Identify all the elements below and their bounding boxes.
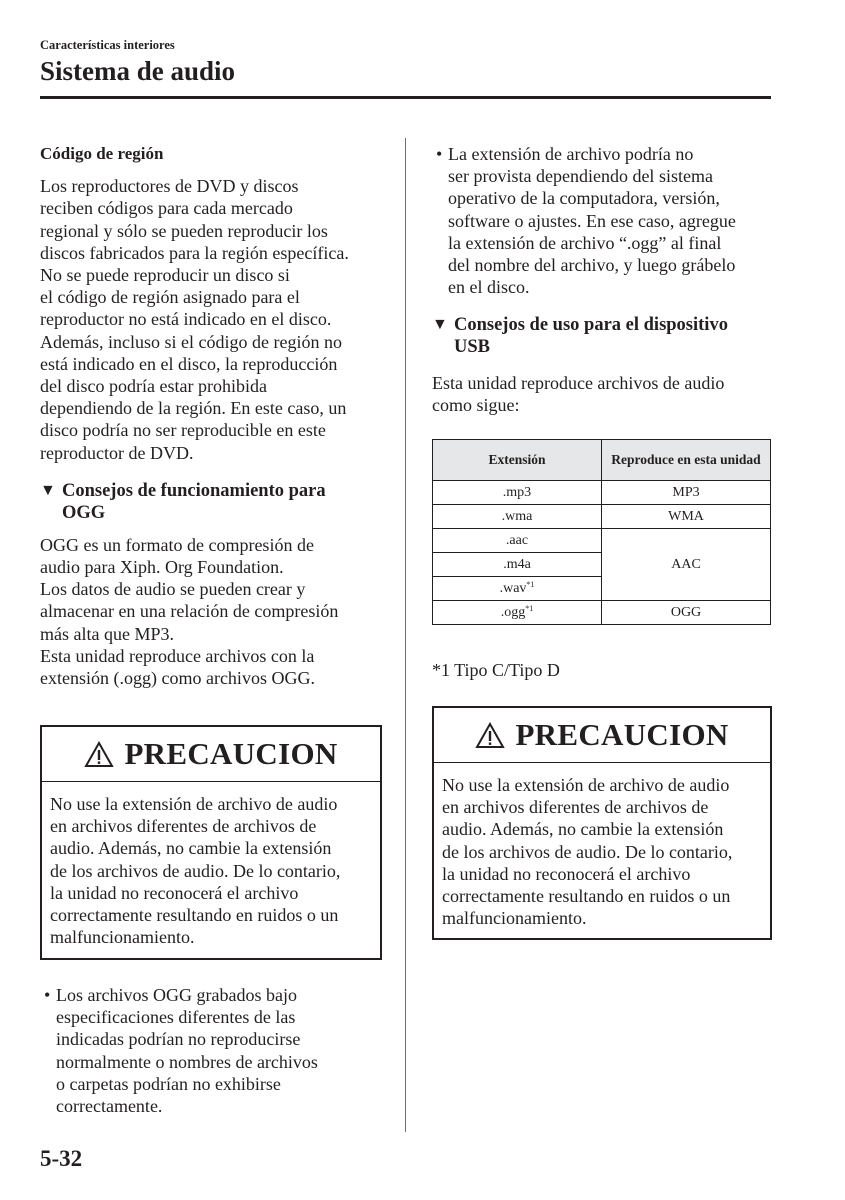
- text-line: malfuncionamiento.: [442, 908, 587, 929]
- caution-header: [42, 727, 380, 782]
- text-line: Los datos de audio se pueden crear y: [40, 579, 306, 600]
- heading-line: Consejos de funcionamiento para: [62, 480, 326, 501]
- warning-triangle-icon: [84, 741, 114, 768]
- footnote-marker: *1: [525, 604, 534, 613]
- table-cell: [433, 529, 602, 553]
- table-footnote: *1 Tipo C/Tipo D: [432, 660, 560, 680]
- text-line: ser provista dependiendo del sistema: [448, 166, 713, 187]
- table-cell: [433, 553, 602, 577]
- text-line: Además, incluso si el código de región no: [40, 331, 342, 352]
- text-line: reciben códigos para cada mercado: [40, 198, 293, 219]
- text-line: No use la extensión de archivo de audio: [50, 794, 338, 814]
- table-header-row: [433, 440, 771, 481]
- text-line: más alta que MP3.: [40, 623, 174, 644]
- table-cell: MP3: [602, 481, 771, 505]
- column-header: Extensión: [433, 440, 602, 481]
- caution-box: [40, 725, 382, 960]
- text-line: correctamente resultando en ruidos o un: [50, 905, 339, 926]
- section-label: Características interiores: [40, 38, 175, 52]
- triangle-down-icon: ▼: [40, 481, 56, 499]
- text-line: audio. Además, no cambie la extensión: [442, 819, 724, 840]
- text-line: No use la extensión de archivo de audio: [442, 775, 730, 795]
- triangle-down-icon: ▼: [432, 316, 448, 333]
- page-title: Sistema de audio: [40, 56, 236, 86]
- text-line: operativo de la computadora, versión,: [448, 188, 720, 209]
- caution-title: PRECAUCION: [124, 736, 338, 771]
- caution-text: [42, 782, 380, 958]
- caution-header: [434, 708, 770, 763]
- table-cell: [433, 505, 602, 529]
- text-line: Esta unidad reproduce archivos con la: [40, 645, 315, 666]
- left-column: [40, 143, 385, 689]
- text-line: Los reproductores de DVD y discos: [40, 176, 299, 197]
- text-line: almacenar en una relación de compresión: [40, 601, 339, 622]
- text-line: regional y sólo se pueden reproducir los: [40, 220, 328, 241]
- heading-line: Consejos de uso para el dispositivo: [454, 315, 728, 335]
- caution-title: PRECAUCION: [515, 717, 729, 752]
- text-line: extensión (.ogg) como archivos OGG.: [40, 668, 315, 689]
- column-divider: [405, 138, 406, 1132]
- cell-text: .mp3: [502, 484, 532, 500]
- text-line: malfuncionamiento.: [50, 927, 195, 948]
- text-line: audio. Además, no cambie la extensión: [50, 838, 332, 859]
- text-line: como sigue:: [432, 395, 520, 416]
- table-cell: [433, 601, 602, 625]
- region-code-heading: Código de región: [40, 144, 164, 163]
- text-line: disco podría no ser reproducible en este: [40, 420, 326, 441]
- table-row: [433, 505, 771, 529]
- text-line: La extensión de archivo podría no: [448, 144, 694, 164]
- text-line: correctamente.: [56, 1096, 163, 1117]
- region-code-text: [40, 175, 385, 464]
- caution-text: [434, 763, 770, 939]
- cell-text: .wav: [499, 581, 527, 596]
- usb-intro: [432, 372, 777, 416]
- ogg-tips-heading: [40, 480, 385, 524]
- text-line: en archivos diferentes de archivos de: [442, 797, 709, 818]
- text-line: Los archivos OGG grabados bajo: [56, 985, 297, 1005]
- text-line: en el disco.: [448, 277, 530, 298]
- text-line: la unidad no reconocerá el archivo: [442, 863, 691, 884]
- cell-text: .aac: [505, 532, 529, 548]
- text-line: del disco podría estar prohibida: [40, 376, 267, 397]
- cell-text: .wma: [501, 508, 533, 524]
- column-header: Reproduce en esta unidad: [602, 440, 771, 481]
- heading-line: USB: [454, 337, 490, 357]
- caution-box: [432, 706, 772, 940]
- text-line: el código de región asignado para el: [40, 287, 300, 308]
- text-line: dependiendo de la región. En este caso, un: [40, 398, 347, 419]
- text-line: indicadas podrían no reproducirse: [56, 1029, 301, 1050]
- warning-triangle-icon: [475, 722, 505, 749]
- text-line: OGG es un formato de compresión de: [40, 534, 314, 555]
- table-cell: [433, 577, 602, 601]
- text-line: normalmente o nombres de archivos: [56, 1051, 318, 1072]
- text-line: de los archivos de audio. De lo contario,: [442, 841, 733, 862]
- text-line: No se puede reproducir un disco si: [40, 265, 290, 286]
- header-divider: [40, 96, 771, 99]
- usb-section: [432, 314, 777, 416]
- text-line: en archivos diferentes de archivos de: [50, 816, 317, 837]
- ogg-bullet-item: [40, 984, 385, 1117]
- text-line: correctamente resultando en ruidos o un: [442, 886, 731, 907]
- text-line: discos fabricados para la región específica.: [40, 242, 349, 263]
- table-cell: WMA: [602, 505, 771, 529]
- text-line: reproductor no está indicado en el disco.: [40, 309, 332, 330]
- usb-format-table: [432, 439, 771, 625]
- page-number: 5-32: [40, 1146, 83, 1171]
- table-row: [433, 481, 771, 505]
- text-line: de los archivos de audio. De lo contario,: [50, 860, 341, 881]
- extension-bullet-item: [432, 143, 777, 298]
- table-cell: OGG: [602, 601, 771, 625]
- ogg-text: [40, 534, 385, 689]
- text-line: la unidad no reconocerá el archivo: [50, 882, 299, 903]
- usb-tips-heading: [432, 314, 777, 358]
- table-cell: AAC: [602, 529, 771, 601]
- footnote-marker: *1: [526, 580, 535, 589]
- table-cell: [433, 481, 602, 505]
- cell-text: .ogg: [500, 605, 526, 620]
- bullet-icon: •: [44, 985, 51, 1005]
- text-line: reproductor de DVD.: [40, 442, 194, 463]
- table-row: [433, 601, 771, 625]
- text-line: o carpetas podrían no exhibirse: [56, 1073, 281, 1094]
- bullet-icon: •: [436, 144, 443, 164]
- text-line: está indicado en el disco, la reproducción: [40, 353, 338, 374]
- cell-text: .m4a: [503, 556, 531, 572]
- text-line: Esta unidad reproduce archivos de audio: [432, 373, 725, 393]
- heading-line: OGG: [62, 502, 106, 523]
- table-row: [433, 529, 771, 553]
- text-line: software o ajustes. En ese caso, agregue: [448, 210, 736, 231]
- text-line: audio para Xiph. Org Foundation.: [40, 557, 284, 578]
- text-line: la extensión de archivo “.ogg” al final: [448, 232, 722, 253]
- text-line: del nombre del archivo, y luego grábelo: [448, 255, 736, 276]
- text-line: especificaciones diferentes de las: [56, 1007, 296, 1028]
